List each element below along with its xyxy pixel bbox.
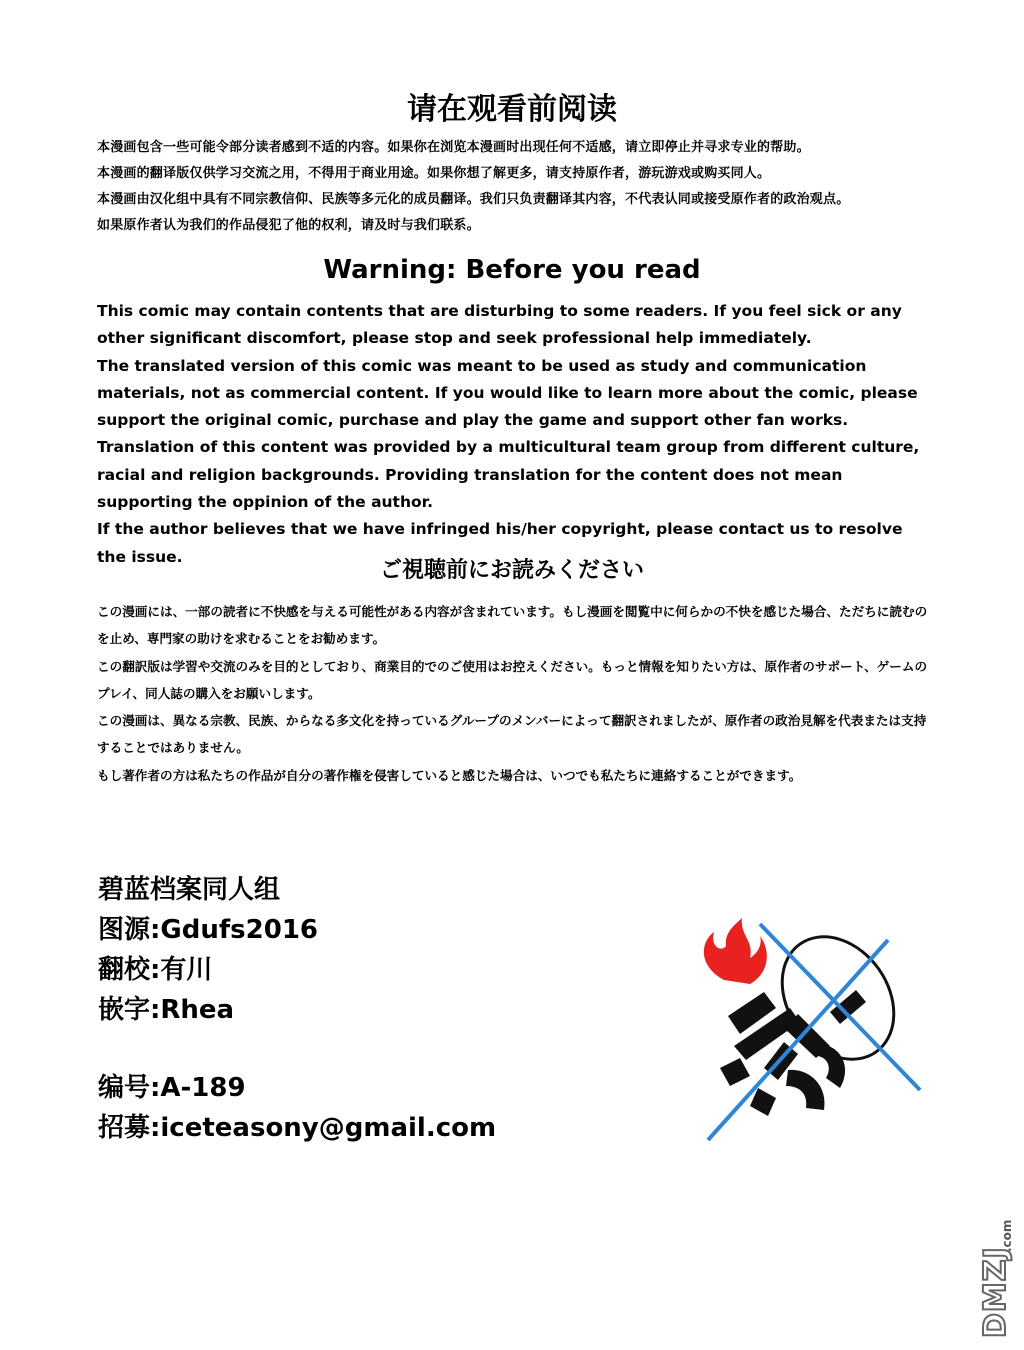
japanese-notice-paragraph: この翻訳版は学習や交流のみを目的としており、商業目的でのご使用はお控えください。もっと情報を知りたい方は、原作者のサポート、ゲームのプレイ、同人誌の購入をお願いします。	[97, 658, 928, 701]
dmzj-watermark	[972, 1190, 1012, 1340]
chinese-notice-line: 本漫画包含一些可能令部分读者感到不适的内容。如果你在浏览本漫画时出现任何不适感，请立即停止并寻求专业的帮助。	[97, 140, 810, 155]
credit-source: 图源:Gdufs2016	[98, 915, 319, 945]
english-notice-paragraph: This comic may contain contents that are disturbing to some readers. If you feel sick or any other significant discomfort, please stop and seek professional help immediately.	[97, 302, 902, 348]
japanese-notice-paragraph: この漫画は、異なる宗教、民族、からなる多文化を持っているグループのメンバーによって翻訳されましたが、原作者の政治見解を代表または支持することではありません。	[97, 713, 927, 756]
watermark-text: DMZJ	[978, 1246, 1013, 1338]
japanese-notice-paragraph: この漫画には、一部の読者に不快感を与える可能性がある内容が含まれています。もし漫画を閲覧中に何らかの不快を感じた場合、ただちに読むのを止め、専門家の助けを求むることをお勧めます。	[97, 604, 928, 647]
watermark-domain: .com	[1000, 1219, 1014, 1252]
group-logo-icon	[680, 918, 940, 1148]
page-title-chinese: 请在观看前阅读	[407, 92, 617, 127]
japanese-notice-paragraph: もし著作者の方は私たちの作品が自分の著作権を侵害していると感じた場合は、いつでも私たちに連絡することができます。	[97, 767, 802, 783]
credits-block	[98, 870, 496, 1148]
chinese-notice-line: 本漫画由汉化组中具有不同宗教信仰、民族等多元化的成员翻译。我们只负责翻译其内容，不代表认同或接受原作者的政治观点。	[97, 192, 850, 207]
group-name: 碧蓝档案同人组	[98, 875, 281, 905]
english-notice	[97, 298, 929, 571]
japanese-notice	[97, 598, 929, 789]
page-title-japanese: ご視聴前にお読みください	[379, 558, 644, 583]
credit-recruit-email: 招募:iceteasony@gmail.com	[98, 1113, 497, 1143]
english-notice-paragraph: If the author believes that we have infringed his/her copyright, please contact us to resolve the issue.	[97, 520, 903, 566]
chinese-notice-line: 如果原作者认为我们的作品侵犯了他的权利，请及时与我们联系。	[97, 218, 480, 233]
english-notice-paragraph: The translated version of this comic was meant to be used as study and communication materials, not as commercial content. If you would like to learn more about the comic, please support the original comic, purchase and play the game and support other fan works.	[97, 356, 918, 430]
credit-number: 编号:A-189	[98, 1073, 246, 1103]
chinese-notice	[97, 135, 929, 239]
credit-translator: 翻校:有川	[98, 955, 213, 985]
credit-typesetter: 嵌字:Rhea	[98, 995, 235, 1025]
page-title-english: Warning: Before you read	[323, 255, 701, 285]
chinese-notice-line: 本漫画的翻译版仅供学习交流之用，不得用于商业用途。如果你想了解更多，请支持原作者，游玩游戏或购买同人。	[97, 166, 771, 181]
english-notice-paragraph: Translation of this content was provided by a multicultural team group from different culture, racial and religion backgrounds. Providing translation for the content does not mean supporting the oppinion of the author.	[97, 438, 920, 512]
